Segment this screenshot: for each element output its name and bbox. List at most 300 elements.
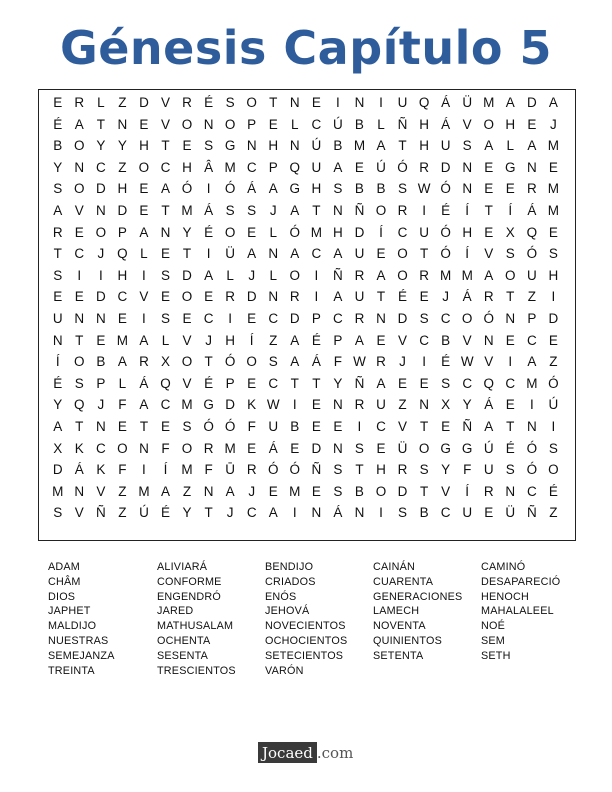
grid-letter[interactable]: M: [440, 267, 452, 283]
grid-letter[interactable]: D: [95, 289, 106, 305]
grid-letter[interactable]: C: [246, 159, 257, 175]
grid-letter[interactable]: S: [74, 375, 84, 391]
grid-letter[interactable]: Ó: [397, 159, 408, 175]
grid-letter[interactable]: T: [53, 246, 62, 262]
grid-letter[interactable]: L: [269, 224, 277, 240]
grid-letter[interactable]: H: [139, 138, 149, 154]
grid-letter[interactable]: L: [377, 116, 385, 132]
grid-letter[interactable]: N: [74, 483, 85, 499]
grid-letter[interactable]: S: [53, 505, 63, 521]
grid-letter[interactable]: V: [484, 354, 494, 370]
grid-letter[interactable]: T: [398, 138, 407, 154]
grid-letter[interactable]: Ó: [440, 181, 451, 197]
grid-letter[interactable]: N: [95, 311, 106, 326]
grid-letter[interactable]: N: [95, 203, 106, 218]
grid-letter[interactable]: Ó: [181, 181, 193, 197]
grid-letter[interactable]: Ñ: [354, 203, 365, 218]
grid-letter[interactable]: D: [117, 203, 128, 218]
grid-letter[interactable]: H: [419, 138, 429, 154]
grid-letter[interactable]: N: [376, 311, 386, 326]
grid-letter[interactable]: H: [311, 181, 322, 197]
grid-letter[interactable]: H: [225, 332, 236, 348]
grid-letter[interactable]: I: [379, 505, 383, 521]
grid-letter[interactable]: Ó: [224, 419, 236, 434]
grid-letter[interactable]: E: [333, 419, 343, 434]
grid-letter[interactable]: B: [290, 419, 300, 434]
grid-letter[interactable]: Ó: [548, 375, 559, 391]
grid-letter[interactable]: Ú: [311, 138, 322, 154]
grid-letter[interactable]: M: [547, 203, 560, 218]
grid-letter[interactable]: T: [506, 289, 515, 305]
grid-letter[interactable]: M: [224, 440, 236, 456]
grid-letter[interactable]: É: [53, 375, 63, 391]
grid-letter[interactable]: A: [290, 332, 300, 348]
grid-letter[interactable]: C: [526, 483, 537, 499]
grid-letter[interactable]: H: [376, 462, 386, 478]
grid-letter[interactable]: A: [333, 289, 343, 305]
grid-letter[interactable]: Ü: [225, 246, 236, 262]
grid-letter[interactable]: Y: [96, 138, 106, 154]
grid-letter[interactable]: O: [224, 224, 236, 240]
grid-letter[interactable]: Á: [462, 289, 472, 305]
grid-letter[interactable]: M: [547, 181, 560, 197]
grid-letter[interactable]: S: [225, 95, 235, 110]
grid-letter[interactable]: V: [160, 95, 170, 110]
grid-letter[interactable]: Ó: [440, 224, 451, 240]
grid-letter[interactable]: L: [97, 95, 105, 110]
grid-letter[interactable]: B: [419, 505, 429, 521]
grid-letter[interactable]: E: [441, 419, 451, 434]
grid-letter[interactable]: O: [483, 116, 494, 132]
grid-letter[interactable]: A: [548, 95, 558, 110]
grid-letter[interactable]: B: [53, 138, 63, 154]
grid-letter[interactable]: T: [204, 505, 213, 521]
grid-letter[interactable]: U: [440, 138, 451, 154]
grid-letter[interactable]: E: [419, 375, 429, 391]
grid-letter[interactable]: Ó: [224, 354, 236, 370]
grid-letter[interactable]: N: [505, 483, 516, 499]
grid-letter[interactable]: E: [376, 332, 386, 348]
grid-letter[interactable]: N: [354, 505, 365, 521]
grid-letter[interactable]: L: [118, 375, 127, 391]
grid-letter[interactable]: A: [53, 203, 63, 218]
grid-letter[interactable]: O: [74, 181, 85, 197]
grid-letter[interactable]: J: [248, 267, 256, 283]
grid-letter[interactable]: N: [268, 289, 279, 305]
grid-letter[interactable]: A: [160, 181, 170, 197]
grid-letter[interactable]: L: [269, 267, 277, 283]
grid-letter[interactable]: U: [311, 159, 322, 175]
grid-letter[interactable]: D: [354, 224, 365, 240]
grid-letter[interactable]: E: [247, 440, 257, 456]
grid-letter[interactable]: E: [139, 181, 149, 197]
grid-letter[interactable]: A: [484, 138, 494, 154]
grid-letter[interactable]: Ü: [462, 95, 473, 110]
grid-letter[interactable]: T: [161, 203, 170, 218]
grid-letter[interactable]: H: [268, 138, 279, 154]
grid-letter[interactable]: S: [160, 311, 170, 326]
grid-letter[interactable]: I: [551, 419, 556, 434]
grid-letter[interactable]: E: [376, 440, 386, 456]
grid-letter[interactable]: E: [160, 419, 170, 434]
grid-letter[interactable]: É: [204, 224, 214, 240]
grid-letter[interactable]: V: [182, 332, 192, 348]
grid-letter[interactable]: M: [52, 483, 64, 499]
grid-letter[interactable]: A: [139, 397, 149, 413]
grid-letter[interactable]: R: [52, 224, 63, 240]
grid-letter[interactable]: G: [289, 181, 301, 197]
grid-letter[interactable]: M: [181, 203, 193, 218]
grid-letter[interactable]: S: [247, 203, 257, 218]
grid-letter[interactable]: S: [225, 203, 235, 218]
grid-letter[interactable]: B: [354, 483, 364, 499]
grid-letter[interactable]: H: [117, 181, 128, 197]
grid-letter[interactable]: A: [268, 505, 278, 521]
grid-letter[interactable]: Z: [549, 505, 558, 521]
grid-letter[interactable]: A: [505, 95, 515, 110]
grid-letter[interactable]: Ü: [397, 440, 408, 456]
grid-letter[interactable]: I: [529, 397, 534, 413]
grid-letter[interactable]: N: [483, 332, 494, 348]
grid-letter[interactable]: C: [526, 332, 537, 348]
grid-letter[interactable]: Ó: [526, 440, 538, 456]
grid-letter[interactable]: M: [138, 483, 150, 499]
grid-letter[interactable]: Á: [139, 375, 149, 391]
grid-letter[interactable]: A: [527, 354, 537, 370]
grid-letter[interactable]: Ñ: [526, 505, 537, 521]
grid-letter[interactable]: U: [526, 267, 537, 283]
grid-letter[interactable]: O: [117, 440, 128, 456]
grid-letter[interactable]: E: [548, 332, 558, 348]
grid-letter[interactable]: Á: [441, 116, 451, 132]
grid-letter[interactable]: Q: [483, 375, 494, 391]
grid-letter[interactable]: T: [290, 375, 299, 391]
grid-letter[interactable]: E: [484, 224, 494, 240]
grid-letter[interactable]: J: [550, 116, 557, 132]
grid-letter[interactable]: F: [333, 354, 343, 370]
grid-letter[interactable]: C: [268, 311, 279, 326]
grid-letter[interactable]: L: [506, 138, 515, 154]
grid-letter[interactable]: R: [483, 289, 494, 305]
grid-letter[interactable]: W: [460, 354, 474, 370]
grid-letter[interactable]: E: [527, 116, 537, 132]
grid-letter[interactable]: O: [461, 311, 473, 326]
grid-letter[interactable]: T: [376, 289, 386, 305]
grid-letter[interactable]: Y: [182, 224, 192, 240]
grid-letter[interactable]: D: [526, 95, 537, 110]
grid-letter[interactable]: E: [160, 289, 170, 305]
grid-letter[interactable]: D: [182, 267, 192, 283]
grid-letter[interactable]: A: [376, 138, 386, 154]
grid-letter[interactable]: H: [117, 267, 128, 283]
grid-letter[interactable]: S: [548, 440, 558, 456]
grid-letter[interactable]: R: [246, 462, 257, 478]
grid-letter[interactable]: Í: [465, 483, 470, 499]
grid-letter[interactable]: M: [181, 397, 193, 413]
grid-letter[interactable]: N: [52, 332, 63, 348]
grid-letter[interactable]: Q: [117, 246, 128, 262]
grid-letter[interactable]: S: [354, 440, 364, 456]
grid-letter[interactable]: L: [161, 332, 170, 348]
grid-letter[interactable]: K: [74, 440, 84, 456]
grid-letter[interactable]: P: [311, 311, 321, 326]
grid-letter[interactable]: N: [95, 419, 106, 434]
grid-letter[interactable]: P: [96, 375, 106, 391]
grid-letter[interactable]: I: [314, 289, 319, 305]
grid-letter[interactable]: N: [203, 116, 214, 132]
grid-letter[interactable]: A: [376, 267, 386, 283]
grid-letter[interactable]: I: [292, 397, 297, 413]
grid-letter[interactable]: I: [142, 462, 146, 478]
grid-letter[interactable]: U: [483, 462, 494, 478]
grid-letter[interactable]: A: [290, 246, 300, 262]
grid-letter[interactable]: V: [139, 289, 149, 305]
grid-letter[interactable]: Y: [53, 159, 63, 175]
grid-letter[interactable]: V: [182, 375, 192, 391]
grid-letter[interactable]: H: [182, 159, 192, 175]
grid-letter[interactable]: T: [419, 419, 429, 434]
grid-letter[interactable]: E: [247, 311, 257, 326]
grid-letter[interactable]: O: [224, 116, 236, 132]
grid-letter[interactable]: Ü: [505, 505, 516, 521]
grid-letter[interactable]: R: [397, 203, 408, 218]
grid-letter[interactable]: N: [289, 138, 300, 154]
grid-letter[interactable]: N: [526, 419, 537, 434]
grid-letter[interactable]: Á: [484, 397, 494, 413]
grid-letter[interactable]: E: [204, 289, 214, 305]
grid-letter[interactable]: I: [551, 289, 556, 305]
grid-letter[interactable]: B: [354, 116, 364, 132]
grid-letter[interactable]: H: [333, 224, 343, 240]
grid-letter[interactable]: Á: [268, 440, 278, 456]
grid-letter[interactable]: U: [397, 95, 408, 110]
grid-letter[interactable]: Í: [55, 354, 60, 370]
grid-letter[interactable]: Y: [462, 397, 472, 413]
grid-letter[interactable]: M: [289, 483, 301, 499]
grid-letter[interactable]: S: [333, 483, 343, 499]
grid-letter[interactable]: A: [268, 181, 278, 197]
grid-letter[interactable]: O: [246, 95, 257, 110]
grid-letter[interactable]: R: [354, 311, 365, 326]
grid-letter[interactable]: K: [96, 462, 106, 478]
grid-letter[interactable]: E: [247, 375, 257, 391]
grid-letter[interactable]: E: [311, 483, 321, 499]
grid-letter[interactable]: E: [505, 397, 515, 413]
grid-letter[interactable]: S: [441, 375, 451, 391]
grid-letter[interactable]: Ú: [483, 440, 494, 456]
grid-letter[interactable]: U: [268, 419, 279, 434]
grid-letter[interactable]: C: [160, 397, 171, 413]
grid-letter[interactable]: T: [161, 138, 170, 154]
grid-letter[interactable]: A: [160, 483, 170, 499]
grid-letter[interactable]: A: [376, 375, 386, 391]
grid-letter[interactable]: R: [74, 95, 85, 110]
grid-letter[interactable]: N: [74, 159, 85, 175]
grid-letter[interactable]: É: [53, 116, 63, 132]
grid-letter[interactable]: S: [53, 267, 63, 283]
grid-letter[interactable]: Ó: [203, 419, 214, 434]
grid-letter[interactable]: F: [161, 440, 170, 456]
grid-letter[interactable]: V: [74, 203, 84, 218]
grid-letter[interactable]: Q: [74, 397, 85, 413]
grid-letter[interactable]: Í: [249, 332, 254, 348]
grid-letter[interactable]: M: [461, 267, 473, 283]
grid-letter[interactable]: E: [268, 116, 278, 132]
grid-letter[interactable]: N: [268, 246, 279, 262]
grid-letter[interactable]: A: [354, 332, 364, 348]
grid-letter[interactable]: B: [376, 181, 386, 197]
grid-letter[interactable]: M: [483, 95, 495, 110]
grid-letter[interactable]: Q: [289, 159, 301, 175]
grid-letter[interactable]: J: [97, 397, 105, 413]
grid-letter[interactable]: M: [224, 159, 236, 175]
grid-letter[interactable]: Y: [182, 505, 192, 521]
grid-letter[interactable]: R: [354, 267, 365, 283]
grid-letter[interactable]: C: [74, 246, 85, 262]
grid-letter[interactable]: L: [291, 116, 299, 132]
grid-letter[interactable]: D: [225, 397, 236, 413]
grid-letter[interactable]: E: [74, 224, 84, 240]
grid-letter[interactable]: S: [333, 181, 343, 197]
grid-letter[interactable]: F: [204, 462, 213, 478]
grid-letter[interactable]: D: [139, 95, 149, 110]
grid-letter[interactable]: R: [354, 397, 365, 413]
grid-letter[interactable]: Ñ: [333, 267, 343, 283]
grid-letter[interactable]: Ó: [289, 224, 301, 240]
grid-letter[interactable]: E: [548, 224, 558, 240]
grid-letter[interactable]: S: [204, 138, 214, 154]
grid-letter[interactable]: A: [139, 332, 149, 348]
grid-letter[interactable]: J: [226, 505, 234, 521]
grid-letter[interactable]: R: [483, 483, 494, 499]
grid-letter[interactable]: C: [505, 375, 516, 391]
grid-letter[interactable]: A: [333, 159, 343, 175]
grid-letter[interactable]: V: [160, 116, 170, 132]
grid-letter[interactable]: I: [142, 267, 146, 283]
grid-letter[interactable]: T: [75, 332, 84, 348]
grid-letter[interactable]: O: [375, 483, 387, 499]
grid-letter[interactable]: C: [376, 419, 386, 434]
grid-letter[interactable]: E: [139, 116, 149, 132]
grid-letter[interactable]: N: [289, 95, 300, 110]
grid-letter[interactable]: L: [226, 267, 234, 283]
grid-letter[interactable]: I: [98, 267, 103, 283]
grid-letter[interactable]: N: [333, 397, 343, 413]
grid-letter[interactable]: S: [160, 267, 170, 283]
grid-letter[interactable]: Z: [118, 505, 127, 521]
grid-letter[interactable]: T: [355, 462, 364, 478]
grid-letter[interactable]: H: [548, 267, 559, 283]
grid-letter[interactable]: O: [246, 354, 257, 370]
grid-letter[interactable]: C: [311, 246, 322, 262]
grid-letter[interactable]: I: [379, 95, 383, 110]
grid-letter[interactable]: É: [398, 289, 408, 305]
grid-letter[interactable]: O: [181, 354, 193, 370]
grid-letter[interactable]: E: [311, 95, 321, 110]
grid-letter[interactable]: E: [160, 246, 170, 262]
grid-letter[interactable]: Á: [333, 505, 343, 521]
grid-letter[interactable]: V: [398, 332, 408, 348]
grid-letter[interactable]: D: [440, 159, 451, 175]
grid-letter[interactable]: E: [484, 181, 494, 197]
grid-letter[interactable]: D: [95, 181, 106, 197]
grid-letter[interactable]: T: [182, 246, 192, 262]
grid-letter[interactable]: L: [140, 246, 148, 262]
grid-letter[interactable]: A: [117, 354, 127, 370]
grid-letter[interactable]: Z: [118, 95, 127, 110]
grid-letter[interactable]: N: [160, 224, 171, 240]
grid-letter[interactable]: V: [484, 246, 494, 262]
grid-letter[interactable]: J: [205, 332, 212, 348]
grid-letter[interactable]: T: [204, 354, 213, 370]
grid-letter[interactable]: N: [139, 440, 149, 456]
grid-letter[interactable]: I: [206, 181, 211, 197]
grid-letter[interactable]: C: [203, 311, 214, 326]
grid-letter[interactable]: D: [311, 440, 322, 456]
grid-letter[interactable]: Ú: [333, 116, 343, 132]
grid-letter[interactable]: Ó: [526, 462, 538, 478]
grid-letter[interactable]: M: [310, 224, 322, 240]
grid-letter[interactable]: C: [268, 375, 279, 391]
grid-letter[interactable]: J: [269, 203, 277, 218]
grid-letter[interactable]: S: [505, 462, 515, 478]
grid-letter[interactable]: V: [96, 483, 106, 499]
grid-letter[interactable]: G: [461, 440, 473, 456]
grid-letter[interactable]: I: [292, 505, 297, 521]
grid-letter[interactable]: E: [96, 332, 106, 348]
grid-letter[interactable]: R: [203, 440, 214, 456]
grid-letter[interactable]: I: [314, 267, 319, 283]
grid-letter[interactable]: M: [353, 138, 366, 154]
grid-letter[interactable]: É: [204, 375, 214, 391]
grid-letter[interactable]: Â: [204, 159, 214, 175]
grid-letter[interactable]: P: [268, 159, 278, 175]
grid-letter[interactable]: I: [336, 95, 340, 110]
grid-letter[interactable]: B: [354, 181, 364, 197]
grid-letter[interactable]: Ó: [224, 181, 236, 197]
grid-letter[interactable]: O: [181, 440, 193, 456]
grid-letter[interactable]: E: [53, 289, 63, 305]
grid-letter[interactable]: Ó: [267, 462, 279, 478]
grid-letter[interactable]: W: [266, 397, 280, 413]
grid-letter[interactable]: N: [419, 397, 429, 413]
grid-letter[interactable]: O: [397, 267, 408, 283]
grid-letter[interactable]: Ñ: [397, 116, 408, 132]
grid-letter[interactable]: A: [139, 224, 149, 240]
grid-letter[interactable]: X: [505, 224, 515, 240]
grid-letter[interactable]: C: [95, 159, 106, 175]
grid-letter[interactable]: I: [142, 311, 146, 326]
grid-letter[interactable]: C: [95, 440, 106, 456]
grid-letter[interactable]: É: [441, 203, 451, 218]
grid-letter[interactable]: Ú: [548, 397, 559, 413]
grid-letter[interactable]: C: [311, 116, 322, 132]
grid-letter[interactable]: A: [204, 267, 214, 283]
grid-letter[interactable]: E: [505, 332, 515, 348]
grid-letter[interactable]: É: [311, 332, 321, 348]
grid-letter[interactable]: Í: [465, 203, 470, 218]
grid-letter[interactable]: É: [505, 440, 515, 456]
grid-letter[interactable]: C: [333, 311, 343, 326]
grid-letter[interactable]: E: [505, 181, 515, 197]
grid-letter[interactable]: C: [440, 505, 451, 521]
grid-letter[interactable]: R: [182, 95, 192, 110]
grid-letter[interactable]: J: [248, 483, 256, 499]
grid-letter[interactable]: Á: [527, 203, 537, 218]
grid-letter[interactable]: I: [77, 267, 82, 283]
grid-letter[interactable]: G: [505, 159, 516, 175]
grid-letter[interactable]: E: [182, 138, 192, 154]
